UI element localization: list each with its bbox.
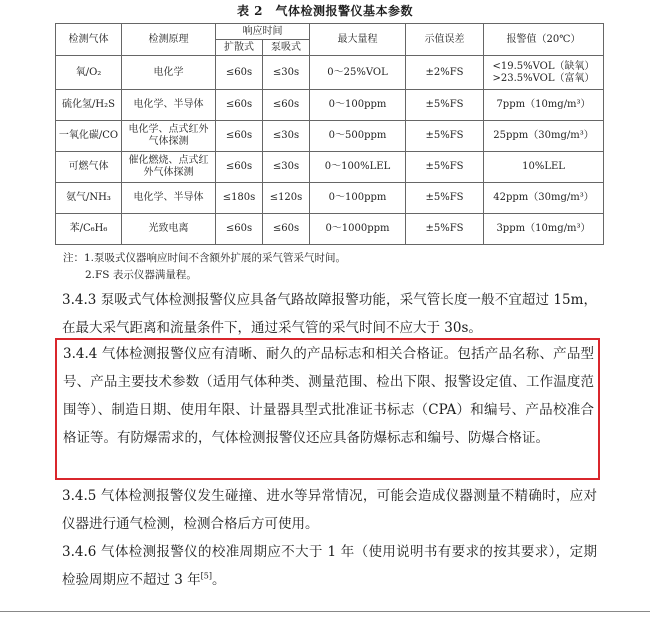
cell-alarm: <19.5%VOL（缺氧） >23.5%VOL（富氧） (484, 56, 604, 90)
header-alarm: 报警值（20℃） (484, 24, 604, 56)
cell-diffusion: ≤60s (216, 56, 263, 90)
cell-pump: ≤30s (263, 121, 310, 152)
cell-diffusion: ≤60s (216, 121, 263, 152)
clause-3-4-3: 3.4.3 泵吸式气体检测报警仪应具备气路故障报警功能，采气管长度一般不宜超过 15m，在最大采气距离和流量条件下，通过采气管的采气时间不应大于 30s。 (62, 292, 597, 336)
table-row (56, 214, 604, 245)
clause-3-4-6-text: 3.4.6 气体检测报警仪的校准周期应不大于 1 年（使用说明书有要求的按其要求），定期检验周期应不超过 3 年 (62, 544, 597, 588)
cell-error: ±5%FS (406, 152, 484, 183)
cell-alarm: 25ppm（30mg/m³） (484, 121, 604, 152)
table-notes (63, 250, 346, 284)
cell-gas: 氨气/NH₃ (56, 183, 122, 214)
cell-range: 0～100%LEL (310, 152, 406, 183)
cell-principle: 电化学、半导体 (122, 183, 216, 214)
cell-error: ±5%FS (406, 90, 484, 121)
header-response: 响应时间 (216, 24, 310, 40)
table-title: 表 2 气体检测报警仪基本参数 (236, 4, 414, 18)
cell-range: 0～500ppm (310, 121, 406, 152)
cell-alarm: 3ppm（10mg/m³） (484, 214, 604, 245)
cell-gas: 可燃气体 (56, 152, 122, 183)
cell-alarm: 10%LEL (484, 152, 604, 183)
cell-range: 0～25%VOL (310, 56, 406, 90)
cell-pump: ≤60s (263, 90, 310, 121)
cell-diffusion: ≤60s (216, 90, 263, 121)
cell-principle: 电化学、半导体 (122, 90, 216, 121)
cell-error: ±5%FS (406, 214, 484, 245)
clause-3-4-6-end: 。 (212, 572, 226, 588)
cell-gas: 硫化氢/H₂S (56, 90, 122, 121)
cell-gas: 氧/O₂ (56, 56, 122, 90)
clause-3-4-5: 3.4.5 气体检测报警仪发生碰撞、进水等异常情况，可能会造成仪器测量不精确时，应对仪器进行通气检测，检测合格后方可使用。 (62, 488, 597, 532)
cell-error: ±5%FS (406, 121, 484, 152)
cell-principle: 光致电离 (122, 214, 216, 245)
cell-pump: ≤60s (263, 214, 310, 245)
clause-3-4-4: 3.4.4 气体检测报警仪应有清晰、耐久的产品标志和相关合格证。包括产品名称、产品型号、产品主要技术参数（适用气体种类、测量范围、检出下限、报警设定值、工作温度范围等）、制造日期、使用年限、计量器具型式批准证书标志（CPA）和编号、产品校准合格证等。有防爆需求的，气体检测报警仪还应具备防爆标志和编号、防爆合格证。 (63, 346, 594, 446)
cell-pump: ≤30s (263, 152, 310, 183)
cell-alarm: 7ppm（10mg/m³） (484, 90, 604, 121)
header-pump: 泵吸式 (263, 40, 310, 56)
header-range: 最大量程 (310, 24, 406, 56)
cell-diffusion: ≤60s (216, 152, 263, 183)
note-1: 注：1.泵吸式仪器响应时间不含额外扩展的采气管采气时间。 (63, 252, 347, 264)
cell-principle: 催化燃烧、点式红外气体探测 (122, 152, 216, 183)
parameter-table (55, 23, 604, 245)
table-row (56, 152, 604, 183)
cell-range: 0～100ppm (310, 90, 406, 121)
cell-diffusion: ≤60s (216, 214, 263, 245)
header-error: 示值误差 (406, 24, 484, 56)
cell-pump: ≤30s (263, 56, 310, 90)
cell-gas: 一氧化碳/CO (56, 121, 122, 152)
clause-3-4-6 (62, 538, 597, 594)
cell-principle: 电化学 (122, 56, 216, 90)
cell-range: 0～1000ppm (310, 214, 406, 245)
note-2: 2.FS 表示仪器满量程。 (85, 269, 197, 281)
table-row (56, 121, 604, 152)
cell-diffusion: ≤180s (216, 183, 263, 214)
cell-gas: 苯/C₆H₆ (56, 214, 122, 245)
cell-range: 0～100ppm (310, 183, 406, 214)
header-gas: 检测气体 (56, 24, 122, 56)
table-row (56, 90, 604, 121)
cell-pump: ≤120s (263, 183, 310, 214)
cell-principle: 电化学、点式红外气体探测 (122, 121, 216, 152)
header-principle: 检测原理 (122, 24, 216, 56)
bottom-divider (0, 611, 650, 612)
cell-error: ±2%FS (406, 56, 484, 90)
cell-error: ±5%FS (406, 183, 484, 214)
table-row (56, 56, 604, 90)
header-diffusion: 扩散式 (216, 40, 263, 56)
table-row (56, 183, 604, 214)
cell-alarm: 42ppm（30mg/m³） (484, 183, 604, 214)
reference-mark[interactable]: [5] (200, 571, 213, 581)
